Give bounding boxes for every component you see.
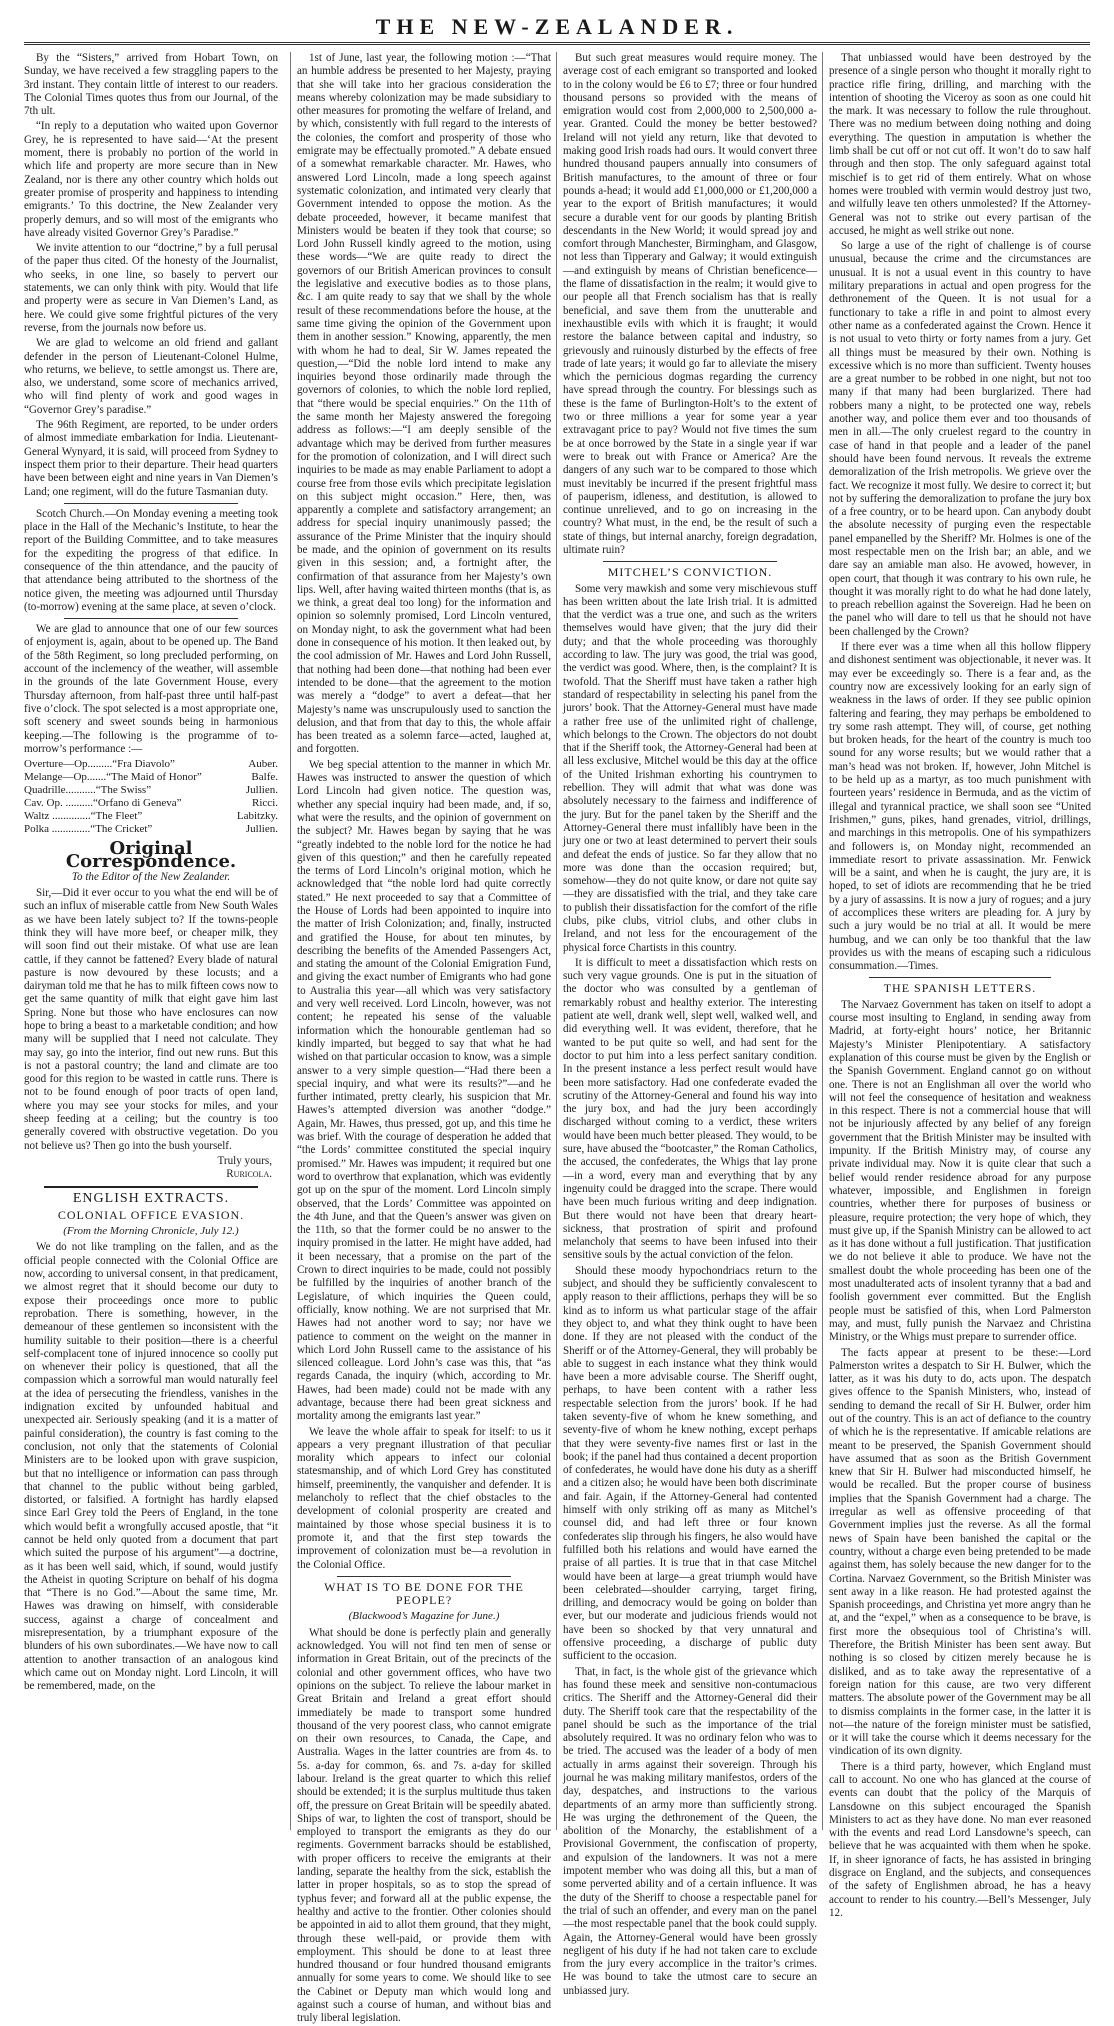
article-96th-regiment: The 96th Regiment, are reported, to be under orders of almost immediate embarkation for India. Lieutenant-General Wynyard, it is said, will proceed from Sydney to inspect them prior to their departure. Their head quarters have been between eight and nine years in Van Diemen’s Land; one regiment, will do the future Tasmanian duty. xyxy=(24,419,278,498)
programme-piece: Waltz ..............“The Fleet” xyxy=(24,810,143,823)
article-mitchel-para-4: That, in fact, is the whole gist of the grievance which has found these meek and sensitive non-contumacious critics. The Sheriff and the Attorney-General did their duty. The Sheriff took care that the respectability of the panel should be such as the importance of the trial absolutely required. It was no ordinary felon who was to be tried. The accused was the leader of a body of men actually in arms against their sovereign. Through his journal he was making military manifestos, orders of the day, despatches, and instructions to the various departments of an army more than sufficiently strong. He was urging the dethronement of the Queen, the abolition of the Monarchy, the establishment of a Provisional Government, the confiscation of property, and expulsion of the landowners. It was not a mere impotent member who was doing all this, but a man of some perverted ability and of a certain influence. It was the duty of the Sheriff to choose a respectable panel for the trial of such an offender, and every man on the panel—the most respectable panel that the book could supply. Again, the Attorney-General would have been grossly negligent of his duty if he had not taken care to exclude from the jury every accomplice in the traitor’s crimes. He was bound to take the utmost care to secure an unbiassed jury. xyxy=(563,1665,817,1997)
letter-signature: Ruricola. xyxy=(226,1168,272,1181)
programme-row xyxy=(24,784,278,797)
article-emigration-cost: But such great measures would require money. The average cost of each emigrant so transported and looked to in the colony would be £6 to £7; three or four hundred thousand persons so provided with the means of emigration would cost from 2,000,000 to 2,500,000 a-year. Granted. Could the money be better bestowed? Ireland will not yield any return, like that devoted to making good Irish roads had ours. It would convert three hundred thousand paupers annually into consumers of British manufactures, to the amount of three or four pounds a-head; it would add £1,000,000 or £1,200,000 a year to the export of British manufactures; it would secure a durable vent for our goods by planting British descendants in the New World; it would spread joy and comfort through Manchester, Birmingham, and Glasgow, not less than Tipperary and Galway; it would extinguish—and extinguish by means of Christian beneficence—the flame of dissatisfaction in the realm; it would give to our people all that French socialism has that is really beneficial, and save them from the unutterable and inexhaustible evils with which it is fraught; it would restore the balance between capital and industry, so grievously and ruinously disturbed by the effects of free trade of late years; it would go far to alleviate the misery which the pernicious dogmas regarding the currency have spread through the country. For blessings such as these is the fame of Burlington-Holt’s to the extent of two or three millions a year for some year a year extravagant price to pay? Would not five times the sum be at once borrowed by the State in a single year if war were to break out with France or America? Are the dangers of any such war to be compared to those which must inevitably be incurred if the present frightful mass of pauperism, idleness, and destitution, is allowed to continue unrelieved, and to go on increasing in the country? What must, in the end, be the result of such a state of things, but internal anarchy, foreign degradation, ultimate ruin? xyxy=(563,52,817,556)
columns xyxy=(24,52,1091,2025)
correspondence-addressee: To the Editor of the New Zealander. xyxy=(71,870,231,883)
masthead: THE NEW-ZEALANDER. xyxy=(24,12,1090,45)
column-1 xyxy=(24,52,278,1830)
programme-piece: Cav. Op. ..........“Orfano di Geneva” xyxy=(24,797,182,810)
article-heading-mitchel: MITCHEL’S CONVICTION. xyxy=(607,565,773,580)
article-mitchel-para-6: If there ever was a time when all this hollow flippery and dishonest sentiment was objectionable, it never was. It may ever be exceedingly so. There is a fear and, as the country now are excessively looking for an early sign of weakness in the laws of order. If they see public opinion faltering and fearing, they may perhaps be emboldened to try some rash attempt. They will, of course, get nothing but broken heads, for the heart of the country is much too sound for any worse results; but we would rather that a man’s head was not broken. If, however, John Mitchel is to be held up as a martyr, as too much punishment with fourteen years’ residence in Bermuda, and as the victim of illegal and tyrannical practice, we shall soon see “United Irishmen,” guns, pikes, hand grenades, vitriol, drillings, and marchings in this metropolis. One of his sympathizers and followers is, on Monday night, recommended an immediate resort to private assassination. Mr. Fenwick will be a saint, and when he is caught, the jury are, it is hoped, to set of idiots are recommending that he be tried by a jury of assassins. It is now a jury of rogues; and a jury of accomplices these writers are pleading for. A jury by such a jury would be no trial at all. It would be mere humbug, and we can only be too thankful that the law provides us with the means of escaping such a ridiculous consummation.—Times. xyxy=(829,641,1091,973)
article-mitchel-para-5: So large a use of the right of challenge is of course unusual, because the crime and the circumstances are unusual. It is not a usual event in this country to have military preparations in actual and open progress for the dethronement of the Queen. It is not usual for a functionary to take a rifle in and point to almost every other name as a confederated against the Crown. Hence it is not usual to veto thirty or forty names from a jury. Get all things must be measured by their own. Nothing is excessive which is no more than sufficient. Twenty houses are a great number to be robbed in one night, but not too many if that many had been burglarized. There had robbers many a night, to be protected one way, rebels another way, and police them ever and too thousands of men in all.—The only cruelest regard to the country in case of hand in that people and a leader of the panel should have been found nervous. It reveals the extreme demoralization of the Irish metropolis. We grieve over the fact. We recognize it most fully. We desire to correct it; but not by suffering the demoralization to profane the jury box of a free country, or to be heard upon. Can anybody doubt the absolute necessity of purging even the respectable panel empanelled by the Sheriff? Mr. Holmes is one of the most respectable men on the Irish bar; an able, and we dare say an amiable man also. He avowed, however, in open court, that though it was contrary to his own rule, he thought it was morally right to do what he had done lately, to preach rebellion against the Sovereign. Had he been on the panel who will dare to tell us that he should not have been challenged by the Crown? xyxy=(829,240,1091,638)
correspondence-heading: Original Correspondence. xyxy=(65,838,237,873)
programme-piece: Melange—Op.......“The Maid of Honor” xyxy=(24,771,202,784)
divider xyxy=(64,618,238,619)
article-conclusion: We leave the whole affair to speak for itself: to us it appears a very pregnant illustration of that peculiar morality which appears to infect our colonial statesmanship, and of which Lord Grey has constituted himself, preeminently, the vanquisher and defender. It is melancholy to reflect that the chief obstacles to the development of colonial prosperity are created and maintained by those whose special business it is to promote it, and that the first step towards the improvement of colonization must be—a revolution in the Colonial Office. xyxy=(297,1425,551,1571)
programme-row xyxy=(24,758,278,771)
programme-row xyxy=(24,823,278,836)
programme-piece: Polka ..............“The Cricket” xyxy=(24,823,153,836)
column-4 xyxy=(822,52,1091,1919)
programme-composer: Jullien. xyxy=(245,784,278,797)
programme-composer: Ricci. xyxy=(252,797,278,810)
programme-row xyxy=(24,810,278,823)
article-source: (From the Morning Chronicle, July 12.) xyxy=(63,1225,239,1238)
article-heading-colonial-office: COLONIAL OFFICE EVASION. xyxy=(57,1207,245,1222)
divider xyxy=(337,1576,511,1577)
programme-row xyxy=(24,797,278,810)
newspaper-page xyxy=(24,12,1091,2025)
column-3 xyxy=(556,52,818,1997)
article-spanish-letters: The Narvaez Government has taken on itself to adopt a course most insulting to England, in sending away from Madrid, at forty-eight hours’ notice, her Britannic Majesty’s Minister Plenipotentiary. A satisfactory explanation of this course must be given by the English or the Spanish Government. England cannot go on without one. There is not an Englishman all over the world who will not feel the consequence of hesitation and weakness in this respect. There is not a commercial house that will not be injuriously affected by any belief of any foreign government that the British Minister may be insulted with impunity. If the British Ministry may, of course any private individual may. Now it is quite clear that such a belief would render residence abroad for any purpose whatever, impossible, and Englishmen in foreign countries, whether there for purposes of business or pleasure, require protection; the very hope of which, they must give up, if the Spanish Ministry can be allowed to act as it has done without a full justification. That justification we do not believe it able to produce. We have not the smallest doubt the whole proceeding has been one of the most unadulterated acts of insolent tyranny that a bad and foolish government ever committed. But the English people must be satisfied of this, when Lord Palmerston may, and must, fully punish the Narvaez and Christina Ministry, or the Whigs must prepare to surrender office. xyxy=(829,998,1091,1344)
article-colonial-office-continued: 1st of June, last year, the following motion :—“That an humble address be presented to her Majesty, praying that she will take into her gracious consideration the means whereby colonization may be made subsidiary to other measures for promoting the welfare of Ireland, and by which, consistently with full regard to the interests of the colonies, the comfort and prosperity of those who emigrate may be effectually promoted.” A debate ensued of a somewhat remarkable character. Mr. Hawes, who answered Lord Lincoln, made a long speech against systematic colonization, and intimated very clearly that Government intended to oppose the motion. As the debate proceeded, however, it became manifest that Ministers would be beaten if they took that course; so Lord John Russell kindly agreed to the motion, using these words—“We are quite ready to direct the governors of our British American provinces to consult the legislative and executive bodies as to those plans, &c. I am quite ready to say that we shall by the whole result of these recommendations before the house, at the same time giving the opinion of the Government upon them in another session.” Knowing, apparently, the men with whom he had to deal, Sir W. James repeated the question,—“Did the noble lord intend to make any inquiries beyond those ordinarily made through the governors of colonies, to which the noble lord replied, that “there would be special enquiries.” On the 11th of the same month her Majesty answered the foregoing address as follows:—“I am deeply sensible of the advantage which may be derived from further measures for the promotion of colonization, and I will direct such inquiries to be made as may enable Parliament to adopt a course free from those evils which precipitate legislation on this subject might occasion.” Here, then, was apparently a complete and satisfactory arrangement; an address for special inquiry unanimously passed; the assurance of the Prime Minister that the inquiry should be made, and the opinion of government on its results given in this session; and, a fortnight after, the confirmation of that assurance from her Majesty’s own lips. Well, after having waited thirteen months (that is, as we think, a great deal too long) for the information and opinion so solemnly promised, Lord Lincoln ventured, on Monday night, to ask the government what had been done in consequence of his motion. It then leaked out, by the cool admission of Mr. Hawes and Lord John Russell, that nothing had been done—that nothing had been ever intended to be done—that the agreement to the motion was merely a “dodge” to avert a defeat—that her Majesty’s name was unscrupulously used to sanction the delusion, and that from that day to this, the whole affair has been treated as a solemn farce—acted, laughed at, and forgotten. xyxy=(297,52,551,756)
section-heading-english-extracts: ENGLISH EXTRACTS. xyxy=(72,1190,230,1206)
article-colonel-hulme: We are glad to welcome an old friend and gallant defender in the person of Lieutenant-Colonel Hulme, who returns, we believe, to settle amongst us. There are, also, we understand, some score of mechanics arrived, who will find plenty of work and good wages in “Governor Grey’s paradise.” xyxy=(24,337,278,416)
article-colonial-office-evasion: We do not like trampling on the fallen, and as the official people connected with the Colonial Office are now, according to universal consent, in that predicament, we almost regret that it should become our duty to expose their proceedings once more to public reprobation. There is something, however, in the demeanour of these gentlemen so inconsistent with the humility suitable to their position—there is a cheerful self-complacent tone of injured innocence so coolly put on whenever their policy is questioned, that all the compassion which a sorrowful man would naturally feel at the idea of persecuting the friendless, vanishes in the indignation excited by unfounded habitual and unexpected air. Seriously speaking (and it is a matter of painful consideration), the country is fast coming to the conclusion, not only that the statements of Colonial Ministers are to be looked upon with grave suspicion, but that no intelligence or information can pass through that channel to the public without being garbled, distorted, or falsified. A fortnight has hardly elapsed since Earl Grey told the Peers of England, in the tone which would befit a wrongfully accused apostle, that “it cannot be held only quoted from a document that part which suited the purpose of his argument”—a doctrine, as it has been well said, which, if sound, would justify the Atheist in quoting Scripture on behalf of his dogma that “There is no God.”—About the same time, Mr. Hawes was drawing on himself, with considerable success, against a charge of concealment and misrepresentation, by a triumphant exposure of the blunders of his own subordinates.—We have now to call attention to another transaction of an analogous kind which came out on Monday night. Lord Lincoln, it will be remembered, made, on the xyxy=(24,1241,278,1693)
article-mitchel-conviction: Some very mawkish and some very mischievous stuff has been written about the late Irish trial. It is admitted that the verdict was a true one, and such as the writers themselves would have given; that the jury did their duty; and that the whole proceeding was thoroughly according to law. The jury was good, the trial was good, the verdict was good. Where, then, is the complaint? It is twofold. That the Sheriff must have taken a rather high standard of respectability in selecting his panel from the jurors’ book. That the Attorney-General must have made a rather free use of the unlimited right of challenge, which belongs to the Crown. The objectors do not doubt that if the Sheriff took, the Attorney-General had been at all less exclusive, Mitchel would be this day at the office of the United Irishman exhorting his countrymen to rebellion. They will admit that what was done was absolutely necessary to the fairness and indifference of the jury. But for the panel taken by the Sheriff and the Attorney-General there must infallibly have been in the jury one or two at least determined to pervert their souls and defeat the ends of justice. So far they allow that no more was done than the occasion required; but, somehow—they do not quite know, or dare not quite say—they are dissatisfied with the trial, and they take care to publish their dissatisfaction for the comfort of the rifle clubs, pike clubs, vitriol clubs, and other clubs in Ireland, and not less for the encouragement of the physical force Chartists in this country. xyxy=(563,582,817,954)
article-mr-hawes: We beg special attention to the manner in which Mr. Hawes was instructed to answer the question of which Lord Lincoln had given notice. The question was, whether any special inquiry had been made, and, if so, what were the results, and the opinion of government on the subject? Mr. Hawes began by saying that he was “greatly indebted to the noble lord for the notice he had given of this question;” and then he carefully repeated the terms of Lord Lincoln’s original motion, which he acknowledged that “the noble lord had quite correctly stated.” He next proceeded to say that a Committee of the House of Lords had been appointed to inquire into the matter of Irish Colonization; and, finally, instructed and gratified the House, for about ten minutes, by describing the benefits of the Amended Passengers Act, and stating the amount of the Colonial Emigration Fund, and giving the exact number of Emigrants who had gone to Australia this year—all which was very satisfactory and very well received. Lord Lincoln, however, was not content; he repeated his sense of the valuable information which the honourable gentleman had so kindly imparted, but begged to say that what he had wished on that particular occasion to know, was a simple answer to a very simple question—“Had there been a special inquiry, and what were its results?”—and he further intimated, pretty clearly, his suspicion that Mr. Hawes’s attempted diversion was another “dodge.” Again, Mr. Hawes, thus pressed, got up, and this time he was brief. With the courage of desperation he added that “the Lords’ committee constituted the special inquiry promised.” Mr. Hawes was impudent; it required but one word to overthrow that explanation, which was evidently got up on the spur of the moment. Lord Lincoln simply observed, that the Lords’ Committee was appointed on the 4th June, and that the Queen’s answer was given on the 11th, so that the former could be no answer to the inquiry promised in the latter. He might have added, had it been necessary, that a promise on the part of the Crown to direct inquiries to be made, could not possibly be fulfilled by the inquiries of another branch of the Legislature, of which inquiries the Queen could, officially, know nothing. We are not surprised that Mr. Hawes had not another word to say; nor have we patience to comment on the weight on the manner in which Lord John Russell came to the assistance of his silenced colleague. Lord John’s case was this, that “as regards Canada, the inquiry (which, according to Mr. Hawes, had been made) could not be made with any advantage, because there had been great sickness and mortality among the emigrants last year.” xyxy=(297,758,551,1423)
divider xyxy=(64,503,238,504)
article-scotch-church: Scotch Church.—On Monday evening a meeting took place in the Hall of the Mechanic’s Institute, to hear the report of the Building Committee, and to take measures for the expediting the progress of that edifice. In consequence of the thin attendance, and the paucity of that attendance being attributed to the shortness of the notice given, the meeting was adjourned until Thursday (to-morrow) evening at the same place, at seven o’clock. xyxy=(24,507,278,613)
quoted-passage: “In reply to a deputation who waited upon Governor Grey, he is represented to have said—‘At the present moment, there is probably no portion of the world in which life and property are more secure than in New Zealand, nor is there any other country which holds out greater promise of prosperity and happiness to intending emigrants.’ To this doctrine, the New Zealander very properly demurs, and so will most of the emigrants who have already visited Governor Grey’s Paradise.” xyxy=(24,120,278,239)
article-spanish-letters-3: There is a third party, however, which England must call to account. No one who has glanced at the course of events can doubt that the policy of the Marquis of Lansdowne on this subject encouraged the Spanish Ministers to act as they have done. No man ever reasoned with the events and read Lord Lansdowne’s speech, can believe that he was acquainted with them when he spoke. If, in sheer ignorance of facts, he has assisted in bringing disgrace on England, and the subjects, and consequences of the safety of Englishmen abroad, he has a heavy account to render to his country.—Bell’s Messenger, July 12. xyxy=(829,1760,1091,1919)
programme-composer: Auber. xyxy=(248,758,278,771)
divider xyxy=(44,1186,258,1188)
article-spanish-letters-2: The facts appear at present to be these:—Lord Palmerston writes a despatch to Sir H. Bulwer, which the latter, as it was his duty to do, acts upon. The despatch gives offence to the Spanish Ministers, who, instead of sending to demand the recall of Sir H. Bulwer, order him out of the country. This is an act of defiance to the country of which he is the representative. If amicable relations are meant to be preserved, the Spanish Government should have assumed that as soon as the British Government knew that Sir H. Bulwer had misconducted himself, he would be recalled. But the proper course of business implies that the Spanish Government had a charge. The irregular as well as offensive proceeding of that Government implies just the reverse. As all the formal news of Spain have been banished the capital or the country, without a charge even being pretended to be made against them, has solely because the new danger for to the Cortina. Narvaez Government, so the British Minister was sent away in a like reason. He had protested against the Spanish proceedings, and Christina yet more angry than he at, and the “expel,” when as a consequence to be brave, is first more the obsequious tool of Christina’s will. Therefore, the British Minister has been sent away. But nothing is so closed by citizen merely because he is disliked, and as to take away the representative of a foreign nation for this cause, are two very different matters. The absolute power of the Government may be all to dismiss complaints in the former case, in the latter it is not—the nature of the foreign minister must be satisfied, or it will take the course which it deems necessary for the vindication of its own dignity. xyxy=(829,1346,1091,1758)
article-what-is-to-be-done: What should be done is perfectly plain and generally acknowledged. You will not find ten men of sense or information in Great Britain, out of the precincts of the colonial and other government offices, who have two opinions on the subject. To relieve the labour market in Great Britain and Ireland a great effort should immediately be made to transport some hundred thousand of the very poorest class, who cannot emigrate on their own resources, to Canada, the Cape, and Australia. Wages in the latter countries are from 4s. to 5s. a-day for common, 6s. and 7s. a-day for skilled labour. Ireland is the great quarter to which this relief should be extended; it is the surplus multitude thus taken off, the pressure on Great Britain will be speedily abated. Ships of war, to lighten the cost of transport, should be employed to transport the emigrants as they do our regiments. Government barracks should be established, with proper officers to receive the emigrants at their landing, separate the healthy from the sick, establish the latter in proper hospitals, so as to stop the spread of typhus fever; and forward all at the public expense, the healthy and active to the frontier. Other colonies should be appointed in aid to allot them ground, that they might, through these well-paid, or provide them with employment. This should be done to at least three hundred thousand or four hundred thousand emigrants annually for some years to come. We should like to see the Cabinet or Deputy man which would long and against such a course of human, and without bias and truly liberal legislation. xyxy=(297,1626,551,2025)
divider xyxy=(603,561,777,562)
programme-composer: Jullien. xyxy=(245,823,278,836)
column-2 xyxy=(290,52,551,2025)
correspondence-letter: Sir,—Did it ever occur to you what the end will be of such an influx of miserable cattle from New South Wales as we have been lately subject to? If the towns-people think they will have more beef, or cheaper milk, they will soon find out their mistake. Of what use are lean cattle, if they cannot be fattened? Every blade of natural pasture is now devoured by these locusts; and a dairyman told me that he has to milk fifteen cows now to get the same quantity of milk that eight gave him last Spring. None but those who have enclosures can now hope to bring a beast to a marketable condition; and how many will be supplied that I need not calculate. They may say, go into the interior, find out new runs. But this is not a pastoral country; the land and climate are too good for this region to be wasted in cattle runs. There is not to be found enough of poor tracts of open land, where you may see your stocks for miles, and your sheep feeding at a ceiling; but the country is too generally covered with obstructive vegetation. Do you not believe us? Then go into the bush yourself. xyxy=(24,887,278,1152)
article-hobart-papers: By the “Sisters,” arrived from Hobart Town, on Sunday, we have received a few straggling papers to the 3rd instant. They contain little of interest to our readers. The Colonial Times quotes thus from our Journal, of the 7th ult. xyxy=(24,52,278,118)
programme-piece: Overture—Op.........“Fra Diavolo” xyxy=(24,758,175,771)
programme-table xyxy=(24,758,278,836)
programme-piece: Quadrille...........“The Swiss” xyxy=(24,784,152,797)
programme-composer: Balfe. xyxy=(251,771,278,784)
programme-composer: Labitzky. xyxy=(236,810,278,823)
programme-row xyxy=(24,771,278,784)
article-mitchel-para-3: Should these moody hypochondriacs return to the subject, and should they be sufficiently convalescent to apply reason to their afflictions, perhaps they will be so kind as to inform us what particular stage of the affair they object to, and what they think ought to have been done. If they are not pleased with the conduct of the Sheriff or of the Attorney-General, they will probably be able to suggest in each instance what they think would have been a more advisable course. The Sheriff ought, perhaps, to have been content with a rather less respectable selection from the jurors’ book. If he had taken seventy-five of whom he knew something, and seventy-five of whom he knew nothing, except perhaps that they were seventy-five names first or last in the book; if the panel had thus contained a decent proportion of confederates, he would have done his duty as a sheriff and a citizen also; he would have been both discriminate and fair. Again, if the Attorney-General had contented himself with only striking off as many as Mitchel’s counsel did, and had left three or four known confederates slip through his fingers, he also would have fulfilled both his relations and would have earned the praise of all parties. It is true that in that case Mitchel would have been at large—a great triumph would have been celebrated—shoulder carrying, target firing, drilling, and democracy would be going on bolder than ever, but our moderate and judicious friends would not have been so shocked by that very unnatural and offensive proceeding, a discharge of public duty sufficient to the occasion. xyxy=(563,1264,817,1663)
divider xyxy=(869,977,1051,978)
article-mitchel-continued: That unbiassed would have been destroyed by the presence of a single person who thought it morally right to practice rifle firing, drilling, and marching with the intention of shooting the Viceroy as soon as one could hit the mark. It was necessary to follow the rule throughout. There was no medium between doing nothing and doing everything. The question in amputation is whether the limb shall be cut off or not cut off. It won’t do to saw half through and then stop. The only safeguard against total mischief is to get rid of them entirely. What on whose homes were troubled with vermin would destroy just two, and wilfully leave ten others unmolested? If the Attorney-General was not to strike out every partisan of the accused, he might as well strike out none. xyxy=(829,52,1091,237)
article-doctrine: We invite attention to our “doctrine,” by a full perusal of the paper thus cited. Of the honesty of the Journalist, who seeks, in one line, so basely to pervert our statements, we can only think with pity. Would that life and property were as secure in Van Diemen’s Land, as here. We could give some frightful pictures of the very reverse, from the journals now before us. xyxy=(24,242,278,334)
article-mitchel-para-2: It is difficult to meet a dissatisfaction which rests on such very vague grounds. One is put in the situation of the doctor who was consulted by a gentleman of remarkably robust and healthy exterior. The interesting patient ate well, drank well, slept well, walked well, and did everything well. It was evident, therefore, that he wanted to be put quite so well, and had sent for the doctor to put him into a less perfect sanitary condition. In the present instance a less perfect result would have been more satisfactory. Had one confederate evaded the scrutiny of the Attorney-General and found his way into the jury box, and had the jury been accordingly discharged without coming to a verdict, these writers would have been much better pleased. They would, to be sure, have abused the “bootcaster,” the Roman Catholics, the accused, the confederates, the Whigs that lay prone—in a word, every man and everything that by any ingenuity could be dragged into the scrape. There would have been much furious writing and deep indignation. But there would not have been that dreary heart-sickness, that prostration of spirit and profound melancholy that seems to have been infused into their sensitive souls by the actual conviction of the felon. xyxy=(563,956,818,1262)
article-heading-spanish-letters: THE SPANISH LETTERS. xyxy=(883,981,1037,996)
article-heading-what-is-to-be-done: WHAT IS TO BE DONE FOR THE PEOPLE? xyxy=(324,1579,524,1608)
letter-signoff: Truly yours, xyxy=(217,1154,272,1167)
article-source: (Blackwood’s Magazine for June.) xyxy=(348,1610,500,1623)
article-band: We are glad to announce that one of our few sources of enjoyment is, again, about to be opened up. The Band of the 58th Regiment, so long precluded performing, on account of the inclemency of the weather, will assemble in the grounds of the late Government House, every Thursday afternoon, from half-past three until half-past five o’clock. The spot selected is a most appropriate one, soft scenery and sweet sounds being in harmonious keeping.—The following is the programme of to-morrow’s performance :— xyxy=(24,623,278,755)
